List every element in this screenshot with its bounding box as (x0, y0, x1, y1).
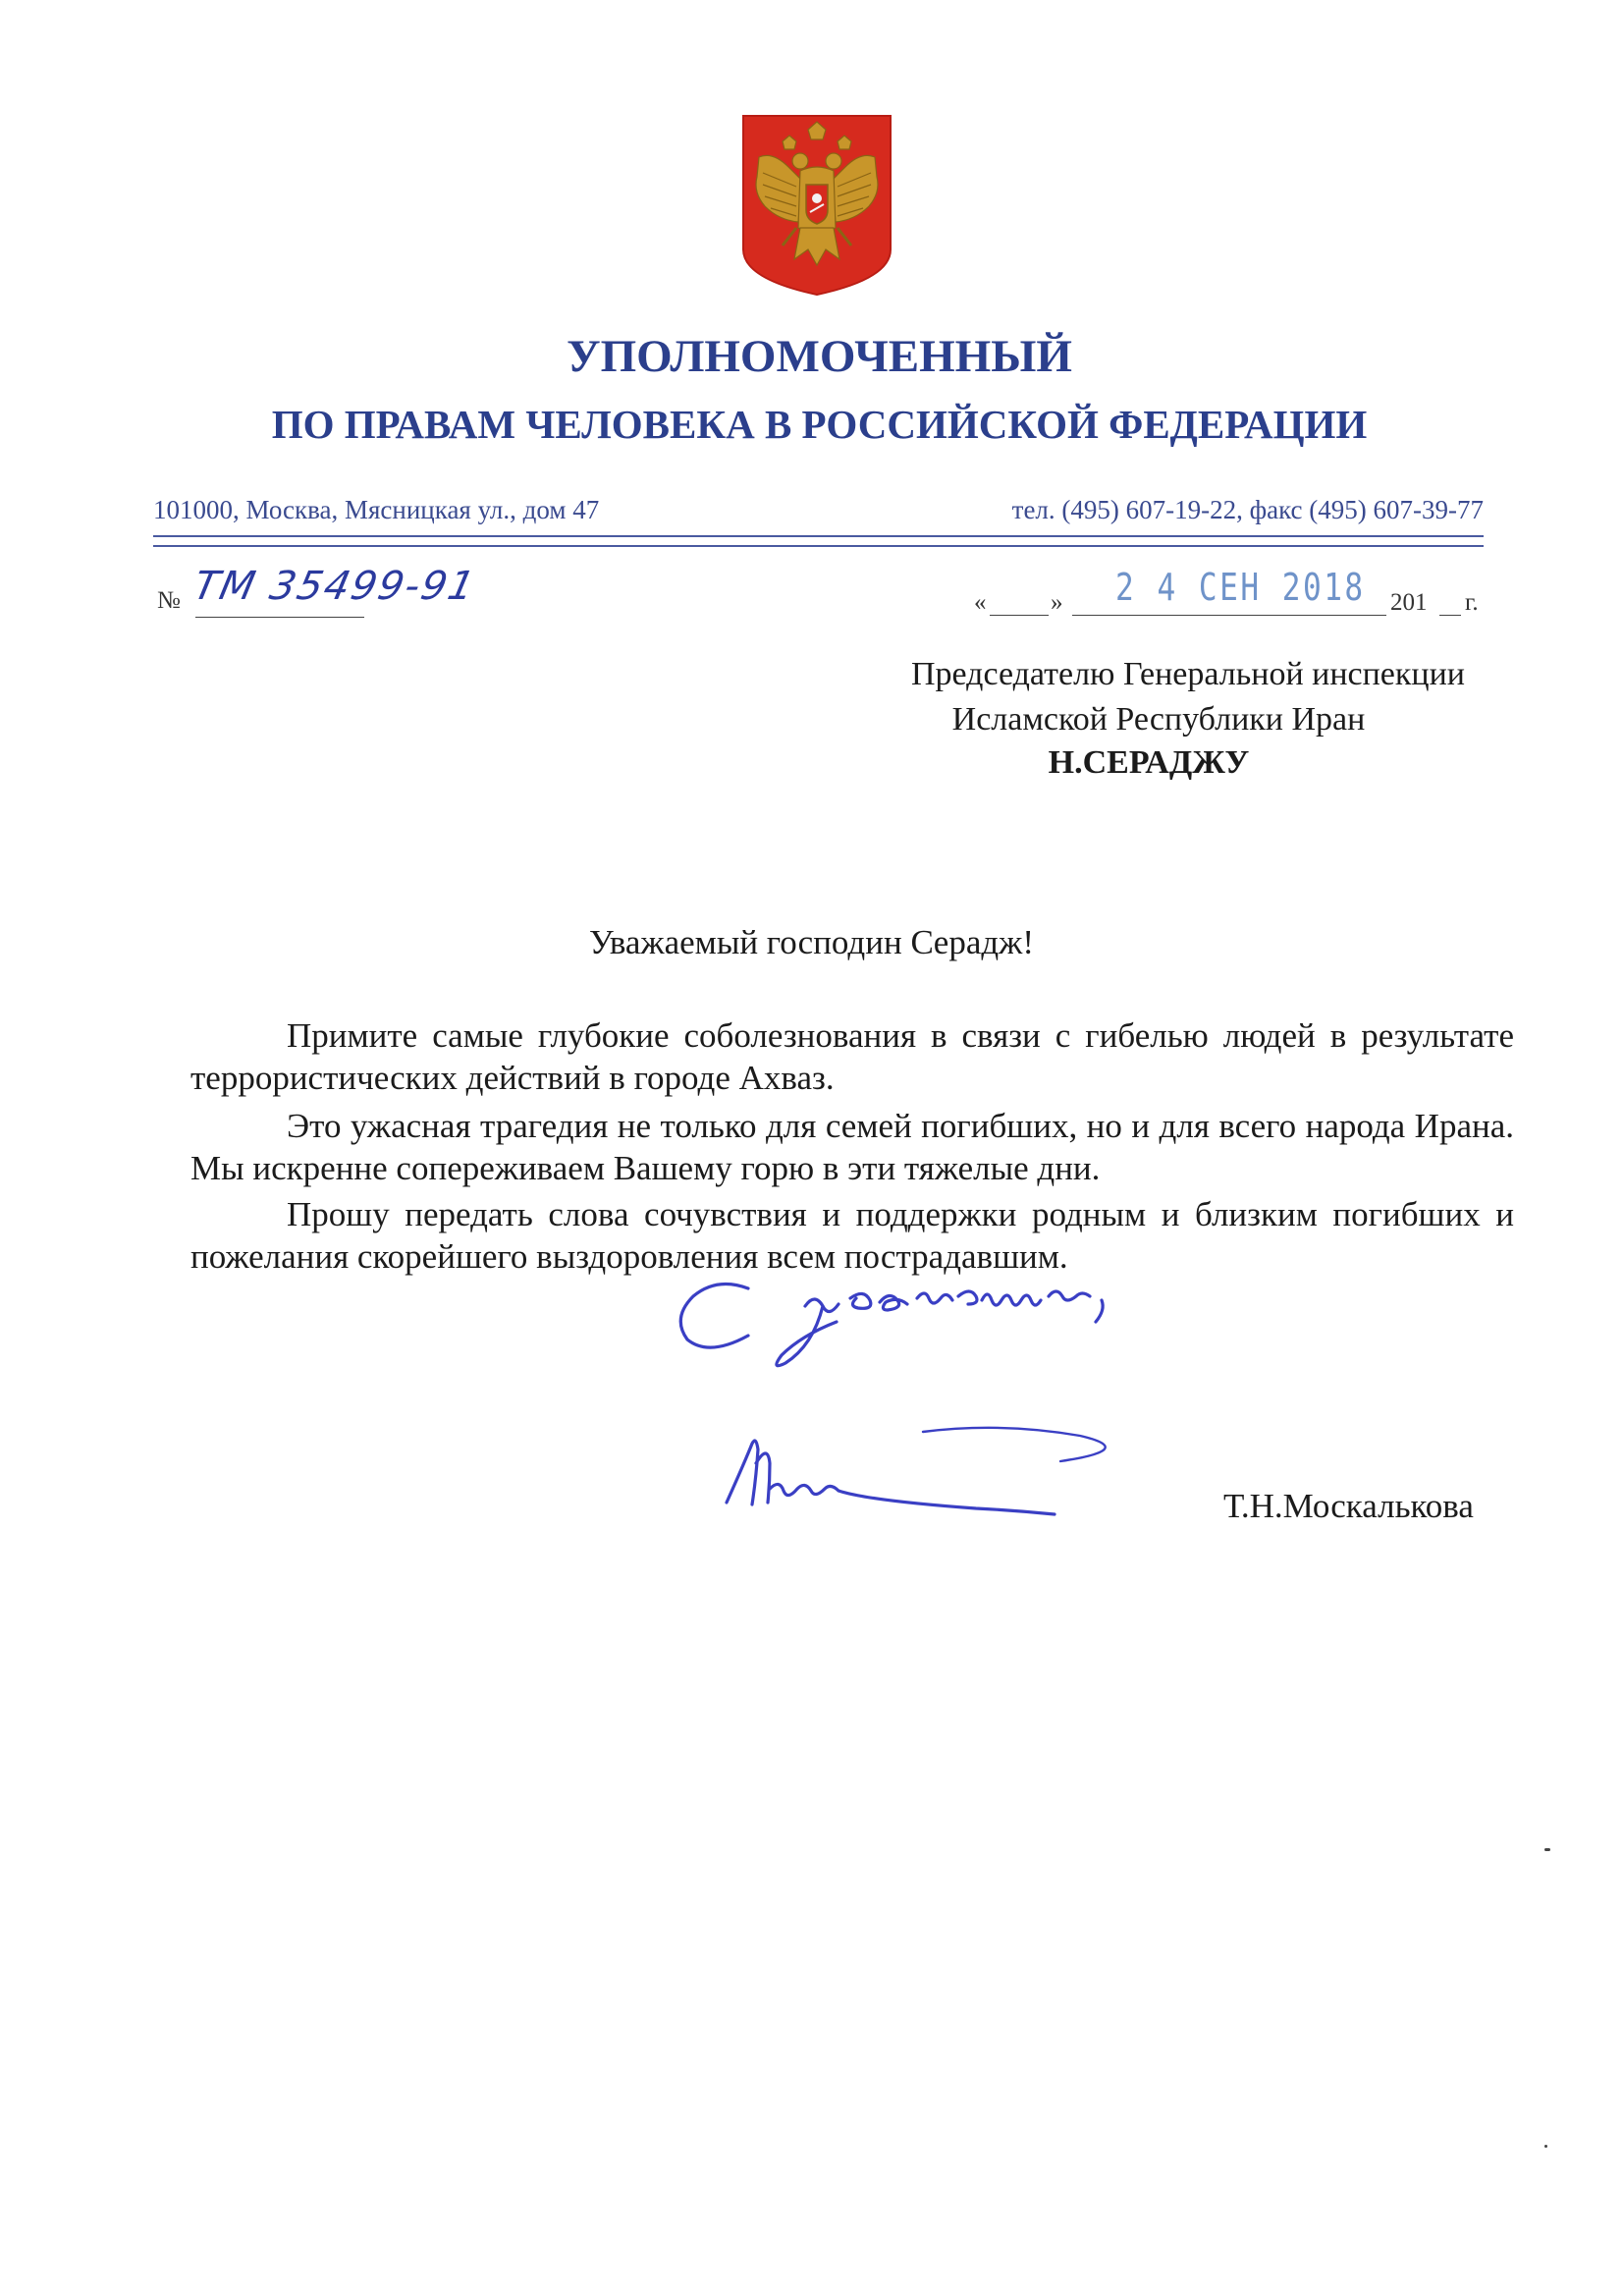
date-year-line (1439, 615, 1461, 616)
date-close-quote: » (1051, 589, 1063, 616)
date-day-line (990, 615, 1049, 616)
date-year-suffix: г. (1465, 589, 1479, 616)
date-stamp: 2 4 СЕН 2018 (1115, 566, 1366, 609)
date-open-quote: « (974, 589, 987, 616)
recipient-name: Н.СЕРАДЖУ (1048, 744, 1250, 781)
reference-number-handwritten: ТМ 35499-91 (189, 564, 481, 609)
header-subtitle: ПО ПРАВАМ ЧЕЛОВЕКА В РОССИЙСКОЙ ФЕДЕРАЦИИ (271, 402, 1368, 447)
letter-paragraph: Это ужасная трагедия не только для семей погибших, но и для всего народа Ирана. Мы искренне сопереживаем Вашему горю в эти тяжелые дни. (190, 1107, 1514, 1187)
letter-paragraph: Примите самые глубокие соболезнования в связи с гибелью людей в результате террористических действий в городе Ахваз. (190, 1016, 1514, 1097)
recipient-title-line2: Исламской Республики Иран (951, 701, 1366, 738)
letter-paragraph: Прошу передать слова сочувствия и поддержки родным и близким погибших и пожелания скорейшего выздоровления всем пострадавшим. (190, 1195, 1514, 1276)
handwritten-closing-and-signature (658, 1267, 1286, 1561)
scan-speck (1544, 1848, 1550, 1851)
coat-of-arms-icon (739, 112, 894, 299)
header-title: УПОЛНОМОЧЕННЫЙ (567, 331, 1072, 382)
scan-speck (1544, 2145, 1547, 2148)
recipient-title-line1: Председателю Генеральной инспекции (910, 656, 1466, 692)
letter-greeting: Уважаемый господин Сeрадж! (588, 923, 1035, 961)
signer-name: Т.Н.Москалькова (1223, 1487, 1474, 1525)
office-address: 101000, Москва, Мясницкая ул., дом 47 (153, 495, 600, 524)
office-phone: тел. (495) 607-19-22, факс (495) 607-39-77 (1011, 495, 1484, 524)
date-year-prefix: 201 (1390, 589, 1428, 616)
reference-number-label: № (157, 587, 181, 614)
header-rule-top (153, 535, 1484, 537)
date-month-line (1072, 615, 1386, 616)
header-rule-bottom (153, 545, 1484, 547)
reference-number-line (195, 617, 364, 618)
